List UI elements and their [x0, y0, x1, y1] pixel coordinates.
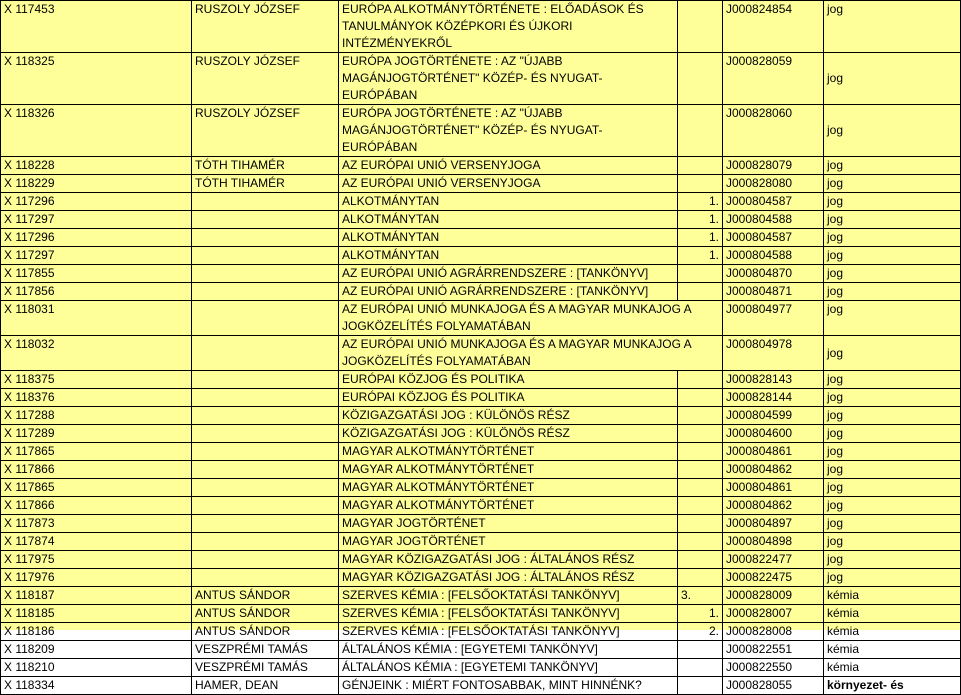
- author-cell[interactable]: TÓTH TIHAMÉR: [192, 175, 339, 193]
- subject-cell[interactable]: jog: [824, 569, 961, 587]
- table-row: [1, 53, 961, 105]
- author-cell[interactable]: [192, 371, 339, 389]
- inventory-id-cell[interactable]: X 118185: [1, 605, 192, 623]
- volume-cell[interactable]: [678, 479, 723, 497]
- author-cell[interactable]: TÓTH TIHAMÉR: [192, 157, 339, 175]
- table-row: [1, 371, 961, 389]
- code-cell[interactable]: J000822551: [723, 641, 824, 659]
- author-cell[interactable]: [192, 247, 339, 265]
- subject-cell[interactable]: jog: [824, 283, 961, 301]
- title-cell[interactable]: MAGYAR JOGTÖRTÉNET: [339, 533, 678, 551]
- table-row: [1, 389, 961, 407]
- subject-cell[interactable]: jog: [824, 1, 961, 53]
- subject-cell[interactable]: környezet- és: [824, 677, 961, 695]
- title-cell[interactable]: MAGYAR ALKOTMÁNYTÖRTÉNET: [339, 497, 678, 515]
- inventory-id-cell[interactable]: X 117866: [1, 497, 192, 515]
- author-cell[interactable]: [192, 569, 339, 587]
- inventory-id-cell[interactable]: X 117289: [1, 425, 192, 443]
- code-cell[interactable]: J000822550: [723, 659, 824, 677]
- inventory-id-cell[interactable]: X 117865: [1, 479, 192, 497]
- title-cell[interactable]: KÖZIGAZGATÁSI JOG : KÜLÖNÖS RÉSZ: [339, 407, 678, 425]
- inventory-id-cell[interactable]: X 117874: [1, 533, 192, 551]
- code-cell[interactable]: J000828060: [723, 105, 824, 157]
- table-row: [1, 211, 961, 229]
- volume-cell[interactable]: [678, 659, 723, 677]
- title-cell[interactable]: SZERVES KÉMIA : [FELSŐOKTATÁSI TANKÖNYV]: [339, 587, 678, 605]
- code-cell[interactable]: J000828008: [723, 623, 824, 641]
- table-row: [1, 247, 961, 265]
- title-cell[interactable]: MAGYAR KÖZIGAZGATÁSI JOG : ÁLTALÁNOS RÉSZ: [339, 551, 678, 569]
- author-cell[interactable]: RUSZOLY JÓZSEF: [192, 105, 339, 157]
- author-cell[interactable]: [192, 265, 339, 283]
- title-cell[interactable]: ÁLTALÁNOS KÉMIA : [EGYETEMI TANKÖNYV]: [339, 641, 678, 659]
- title-cell[interactable]: MAGYAR ALKOTMÁNYTÖRTÉNET: [339, 479, 678, 497]
- volume-cell[interactable]: 1.: [678, 247, 723, 265]
- code-cell[interactable]: J000828079: [723, 157, 824, 175]
- volume-cell[interactable]: [678, 497, 723, 515]
- inventory-id-cell[interactable]: X 117855: [1, 265, 192, 283]
- author-cell[interactable]: [192, 301, 339, 336]
- author-cell[interactable]: [192, 407, 339, 425]
- inventory-id-cell[interactable]: X 118187: [1, 587, 192, 605]
- volume-cell[interactable]: [678, 1, 723, 53]
- subject-cell[interactable]: jog: [824, 497, 961, 515]
- table-row: [1, 175, 961, 193]
- author-cell[interactable]: [192, 229, 339, 247]
- title-cell[interactable]: MAGYAR JOGTÖRTÉNET: [339, 515, 678, 533]
- volume-cell[interactable]: [678, 105, 723, 157]
- title-cell[interactable]: AZ EURÓPAI UNIÓ AGRÁRRENDSZERE : [TANKÖNYV]: [339, 283, 678, 301]
- code-cell[interactable]: J000804870: [723, 265, 824, 283]
- code-cell[interactable]: J000804861: [723, 443, 824, 461]
- inventory-id-cell[interactable]: X 117288: [1, 407, 192, 425]
- author-cell[interactable]: [192, 193, 339, 211]
- code-cell[interactable]: J000804871: [723, 283, 824, 301]
- volume-cell[interactable]: 1.: [678, 193, 723, 211]
- volume-cell[interactable]: [678, 283, 723, 301]
- inventory-id-cell[interactable]: X 117297: [1, 247, 192, 265]
- subject-cell[interactable]: jog: [824, 105, 961, 157]
- table-row: [1, 569, 961, 587]
- subject-cell[interactable]: jog: [824, 389, 961, 407]
- subject-cell[interactable]: kémia: [824, 605, 961, 623]
- code-cell[interactable]: J000804588: [723, 247, 824, 265]
- inventory-id-cell[interactable]: X 118228: [1, 157, 192, 175]
- inventory-id-cell[interactable]: X 117866: [1, 461, 192, 479]
- title-cell[interactable]: EURÓPA ALKOTMÁNYTÖRTÉNETE : ELŐADÁSOK ÉS TANULMÁNYOK KÖZÉPKORI ÉS ÚJKORI INTÉZMÉNYEKRŐL: [339, 1, 678, 53]
- subject-cell[interactable]: jog: [824, 371, 961, 389]
- title-cell[interactable]: EURÓPA JOGTÖRTÉNETE : AZ "ÚJABB MAGÁNJOGTÖRTÉNET" KÖZÉP- ÉS NYUGAT-EURÓPÁBAN: [339, 105, 678, 157]
- volume-cell[interactable]: [678, 533, 723, 551]
- table-row: [1, 1, 961, 53]
- title-cell[interactable]: AZ EURÓPAI UNIÓ VERSENYJOGA: [339, 157, 678, 175]
- table-row: [1, 443, 961, 461]
- code-cell[interactable]: J000828055: [723, 677, 824, 695]
- table-row: [1, 551, 961, 569]
- subject-cell[interactable]: jog: [824, 265, 961, 283]
- author-cell[interactable]: [192, 497, 339, 515]
- author-cell[interactable]: [192, 479, 339, 497]
- code-cell[interactable]: J000804862: [723, 461, 824, 479]
- title-cell[interactable]: AZ EURÓPAI UNIÓ AGRÁRRENDSZERE : [TANKÖNYV]: [339, 265, 678, 283]
- code-cell[interactable]: J000822477: [723, 551, 824, 569]
- subject-cell[interactable]: jog: [824, 247, 961, 265]
- author-cell[interactable]: VESZPRÉMI TAMÁS: [192, 641, 339, 659]
- table-row: [1, 497, 961, 515]
- volume-cell[interactable]: [678, 157, 723, 175]
- code-cell[interactable]: J000822475: [723, 569, 824, 587]
- inventory-id-cell[interactable]: X 118209: [1, 641, 192, 659]
- code-cell[interactable]: J000824854: [723, 1, 824, 53]
- table-row: [1, 229, 961, 247]
- volume-cell[interactable]: [678, 175, 723, 193]
- table-row: [1, 265, 961, 283]
- inventory-id-cell[interactable]: X 118032: [1, 336, 192, 371]
- table-row: [1, 336, 961, 371]
- inventory-id-cell[interactable]: X 118326: [1, 105, 192, 157]
- table-row: [1, 623, 961, 641]
- inventory-id-cell[interactable]: X 118376: [1, 389, 192, 407]
- subject-cell[interactable]: jog: [824, 425, 961, 443]
- code-cell[interactable]: J000804599: [723, 407, 824, 425]
- volume-cell[interactable]: [678, 677, 723, 695]
- inventory-id-cell[interactable]: X 117865: [1, 443, 192, 461]
- author-cell[interactable]: [192, 461, 339, 479]
- volume-cell[interactable]: 1.: [678, 605, 723, 623]
- volume-cell[interactable]: 2.: [678, 623, 723, 641]
- title-cell[interactable]: SZERVES KÉMIA : [FELSŐOKTATÁSI TANKÖNYV]: [339, 623, 678, 641]
- title-cell[interactable]: ÁLTALÁNOS KÉMIA : [EGYETEMI TANKÖNYV]: [339, 659, 678, 677]
- author-cell[interactable]: ANTUS SÁNDOR: [192, 587, 339, 605]
- author-cell[interactable]: ANTUS SÁNDOR: [192, 605, 339, 623]
- code-cell[interactable]: J000804588: [723, 211, 824, 229]
- title-cell[interactable]: ALKOTMÁNYTAN: [339, 193, 678, 211]
- volume-cell[interactable]: 1.: [678, 229, 723, 247]
- title-cell[interactable]: AZ EURÓPAI UNIÓ VERSENYJOGA: [339, 175, 678, 193]
- author-cell[interactable]: ANTUS SÁNDOR: [192, 623, 339, 641]
- code-cell[interactable]: J000804897: [723, 515, 824, 533]
- title-cell[interactable]: MAGYAR ALKOTMÁNYTÖRTÉNET: [339, 443, 678, 461]
- code-cell[interactable]: J000828144: [723, 389, 824, 407]
- code-cell[interactable]: J000804862: [723, 497, 824, 515]
- inventory-id-cell[interactable]: X 118375: [1, 371, 192, 389]
- title-cell[interactable]: AZ EURÓPAI UNIÓ MUNKAJOGA ÉS A MAGYAR MUNKAJOG A JOGKÖZELÍTÉS FOLYAMATÁBAN: [339, 301, 723, 336]
- volume-cell[interactable]: [678, 265, 723, 283]
- table-row: [1, 677, 961, 695]
- table-row: [1, 659, 961, 677]
- table-row: [1, 641, 961, 659]
- inventory-id-cell[interactable]: X 117873: [1, 515, 192, 533]
- title-cell[interactable]: ALKOTMÁNYTAN: [339, 229, 678, 247]
- table-row: [1, 193, 961, 211]
- title-cell[interactable]: ALKOTMÁNYTAN: [339, 211, 678, 229]
- subject-cell[interactable]: kémia: [824, 587, 961, 605]
- title-cell[interactable]: ALKOTMÁNYTAN: [339, 247, 678, 265]
- inventory-id-cell[interactable]: X 117856: [1, 283, 192, 301]
- code-cell[interactable]: J000804587: [723, 229, 824, 247]
- subject-cell[interactable]: kémia: [824, 623, 961, 641]
- table-row: [1, 425, 961, 443]
- subject-cell[interactable]: jog: [824, 336, 961, 371]
- subject-cell[interactable]: jog: [824, 461, 961, 479]
- code-cell[interactable]: J000828007: [723, 605, 824, 623]
- subject-cell[interactable]: jog: [824, 301, 961, 336]
- title-cell[interactable]: EURÓPAI KÖZJOG ÉS POLITIKA: [339, 389, 678, 407]
- subject-cell[interactable]: kémia: [824, 641, 961, 659]
- subject-cell[interactable]: jog: [824, 515, 961, 533]
- author-cell[interactable]: [192, 389, 339, 407]
- inventory-id-cell[interactable]: X 118325: [1, 53, 192, 105]
- inventory-id-cell[interactable]: X 117453: [1, 1, 192, 53]
- table-row: [1, 283, 961, 301]
- inventory-id-cell[interactable]: X 118229: [1, 175, 192, 193]
- code-cell[interactable]: J000828143: [723, 371, 824, 389]
- table-row: [1, 157, 961, 175]
- title-cell[interactable]: SZERVES KÉMIA : [FELSŐOKTATÁSI TANKÖNYV]: [339, 605, 678, 623]
- inventory-id-cell[interactable]: X 117296: [1, 193, 192, 211]
- volume-cell[interactable]: [678, 389, 723, 407]
- volume-cell[interactable]: [678, 515, 723, 533]
- title-cell[interactable]: AZ EURÓPAI UNIÓ MUNKAJOGA ÉS A MAGYAR MUNKAJOG A JOGKÖZELÍTÉS FOLYAMATÁBAN: [339, 336, 723, 371]
- table-row: [1, 533, 961, 551]
- subject-cell[interactable]: jog: [824, 157, 961, 175]
- author-cell[interactable]: VESZPRÉMI TAMÁS: [192, 659, 339, 677]
- code-cell[interactable]: J000828059: [723, 53, 824, 105]
- inventory-id-cell[interactable]: X 117975: [1, 551, 192, 569]
- volume-cell[interactable]: [678, 407, 723, 425]
- code-cell[interactable]: J000804977: [723, 301, 824, 336]
- title-cell[interactable]: MAGYAR KÖZIGAZGATÁSI JOG : ÁLTALÁNOS RÉSZ: [339, 569, 678, 587]
- subject-cell[interactable]: jog: [824, 479, 961, 497]
- inventory-id-cell[interactable]: X 117976: [1, 569, 192, 587]
- subject-cell[interactable]: jog: [824, 211, 961, 229]
- author-cell[interactable]: [192, 443, 339, 461]
- subject-cell[interactable]: jog: [824, 443, 961, 461]
- title-cell[interactable]: GÉNJEINK : MIÉRT FONTOSABBAK, MINT HINNÉNK?: [339, 677, 678, 695]
- table-row: [1, 461, 961, 479]
- subject-cell[interactable]: jog: [824, 193, 961, 211]
- inventory-id-cell[interactable]: X 117297: [1, 211, 192, 229]
- author-cell[interactable]: [192, 425, 339, 443]
- volume-cell[interactable]: [678, 53, 723, 105]
- table-row: [1, 407, 961, 425]
- author-cell[interactable]: HAMER, DEAN: [192, 677, 339, 695]
- subject-cell[interactable]: jog: [824, 407, 961, 425]
- subject-cell[interactable]: kémia: [824, 659, 961, 677]
- volume-cell[interactable]: [678, 569, 723, 587]
- inventory-id-cell[interactable]: X 117296: [1, 229, 192, 247]
- title-cell[interactable]: EURÓPA JOGTÖRTÉNETE : AZ "ÚJABB MAGÁNJOGTÖRTÉNET" KÖZÉP- ÉS NYUGAT-EURÓPÁBAN: [339, 53, 678, 105]
- code-cell[interactable]: J000804898: [723, 533, 824, 551]
- subject-cell[interactable]: jog: [824, 551, 961, 569]
- code-cell[interactable]: J000804600: [723, 425, 824, 443]
- code-cell[interactable]: J000828080: [723, 175, 824, 193]
- table-row: [1, 515, 961, 533]
- volume-cell[interactable]: 3.: [678, 587, 723, 605]
- author-cell[interactable]: [192, 283, 339, 301]
- subject-cell[interactable]: jog: [824, 175, 961, 193]
- inventory-id-cell[interactable]: X 118186: [1, 623, 192, 641]
- title-cell[interactable]: EURÓPAI KÖZJOG ÉS POLITIKA: [339, 371, 678, 389]
- volume-cell[interactable]: [678, 461, 723, 479]
- table-row: [1, 605, 961, 623]
- code-cell[interactable]: J000828009: [723, 587, 824, 605]
- author-cell[interactable]: [192, 211, 339, 229]
- title-cell[interactable]: MAGYAR ALKOTMÁNYTÖRTÉNET: [339, 461, 678, 479]
- subject-cell[interactable]: jog: [824, 229, 961, 247]
- author-cell[interactable]: RUSZOLY JÓZSEF: [192, 53, 339, 105]
- subject-cell[interactable]: jog: [824, 533, 961, 551]
- volume-cell[interactable]: [678, 641, 723, 659]
- title-cell[interactable]: KÖZIGAZGATÁSI JOG : KÜLÖNÖS RÉSZ: [339, 425, 678, 443]
- volume-cell[interactable]: [678, 371, 723, 389]
- code-cell[interactable]: J000804587: [723, 193, 824, 211]
- volume-cell[interactable]: 1.: [678, 211, 723, 229]
- inventory-id-cell[interactable]: X 118334: [1, 677, 192, 695]
- author-cell[interactable]: RUSZOLY JÓZSEF: [192, 1, 339, 53]
- inventory-id-cell[interactable]: X 118210: [1, 659, 192, 677]
- author-cell[interactable]: [192, 551, 339, 569]
- author-cell[interactable]: [192, 336, 339, 371]
- code-cell[interactable]: J000804861: [723, 479, 824, 497]
- code-cell[interactable]: J000804978: [723, 336, 824, 371]
- table-row: [1, 479, 961, 497]
- table-row: [1, 301, 961, 336]
- author-cell[interactable]: [192, 533, 339, 551]
- volume-cell[interactable]: [678, 425, 723, 443]
- inventory-id-cell[interactable]: X 118031: [1, 301, 192, 336]
- volume-cell[interactable]: [678, 443, 723, 461]
- volume-cell[interactable]: [678, 551, 723, 569]
- author-cell[interactable]: [192, 515, 339, 533]
- table-row: [1, 587, 961, 605]
- table-row: [1, 105, 961, 157]
- subject-cell[interactable]: jog: [824, 53, 961, 105]
